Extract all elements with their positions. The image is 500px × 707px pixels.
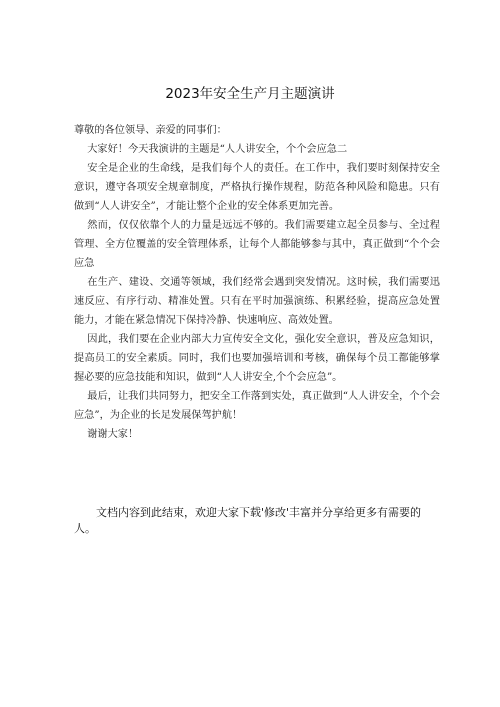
paragraph-safety-culture: 因此，我们要在企业内部大力宣传安全文化，强化安全意识，普及应急知识，提高员工的安全素质。同时，我们也要加强培训和考核，确保每个员工都能够掌握必要的应急技能和知识，做到“人人讲安全,个个会应急”。 [74, 334, 440, 383]
paragraph-management-system: 然而，仅仅依靠个人的力量是远远不够的。我们需要建立起全员参与、全过程管理、全方位覆盖的安全管理体系，让每个人都能够参与其中，真正做到“个个会应急 [74, 220, 440, 269]
paragraph-closing: 最后，让我们共同努力，把安全工作落到实处，真正做到“人人讲安全，个个会应急”，为企业的长足发展保驾护航！ [74, 391, 440, 421]
paragraph-thanks: 谢谢大家！ [87, 429, 139, 440]
document-end-note: 文档内容到此结束，欢迎大家下载'修改'丰富并分享给更多有需要的人。 [74, 506, 422, 535]
paragraph-lifeline: 安全是企业的生命线，是我们每个人的责任。在工作中，我们要时刻保持安全意识，遵守各项安全规章制度，严格执行操作规程，防范各种风险和隐患。只有做到“人人讲安全”，才能让整个企业的安全体系更加完善。 [74, 163, 440, 212]
speech-body [74, 121, 440, 444]
paragraph-emergency-response: 在生产、建设、交通等领域，我们经常会遇到突发情况。这时候，我们需要迅速反应、有序行动、精准处置。只有在平时加强演练、积累经验，提高应急处置能力，才能在紧急情况下保持冷静、快速响应、高效处置。 [74, 277, 440, 326]
paragraph-opening: 大家好！今天我演讲的主题是“人人讲安全，个个会应急二 [87, 144, 348, 155]
greeting-line: 尊敬的各位领导、亲爱的同事们： [74, 125, 227, 136]
document-title: 2023年安全生产月主题演讲 [165, 86, 335, 102]
